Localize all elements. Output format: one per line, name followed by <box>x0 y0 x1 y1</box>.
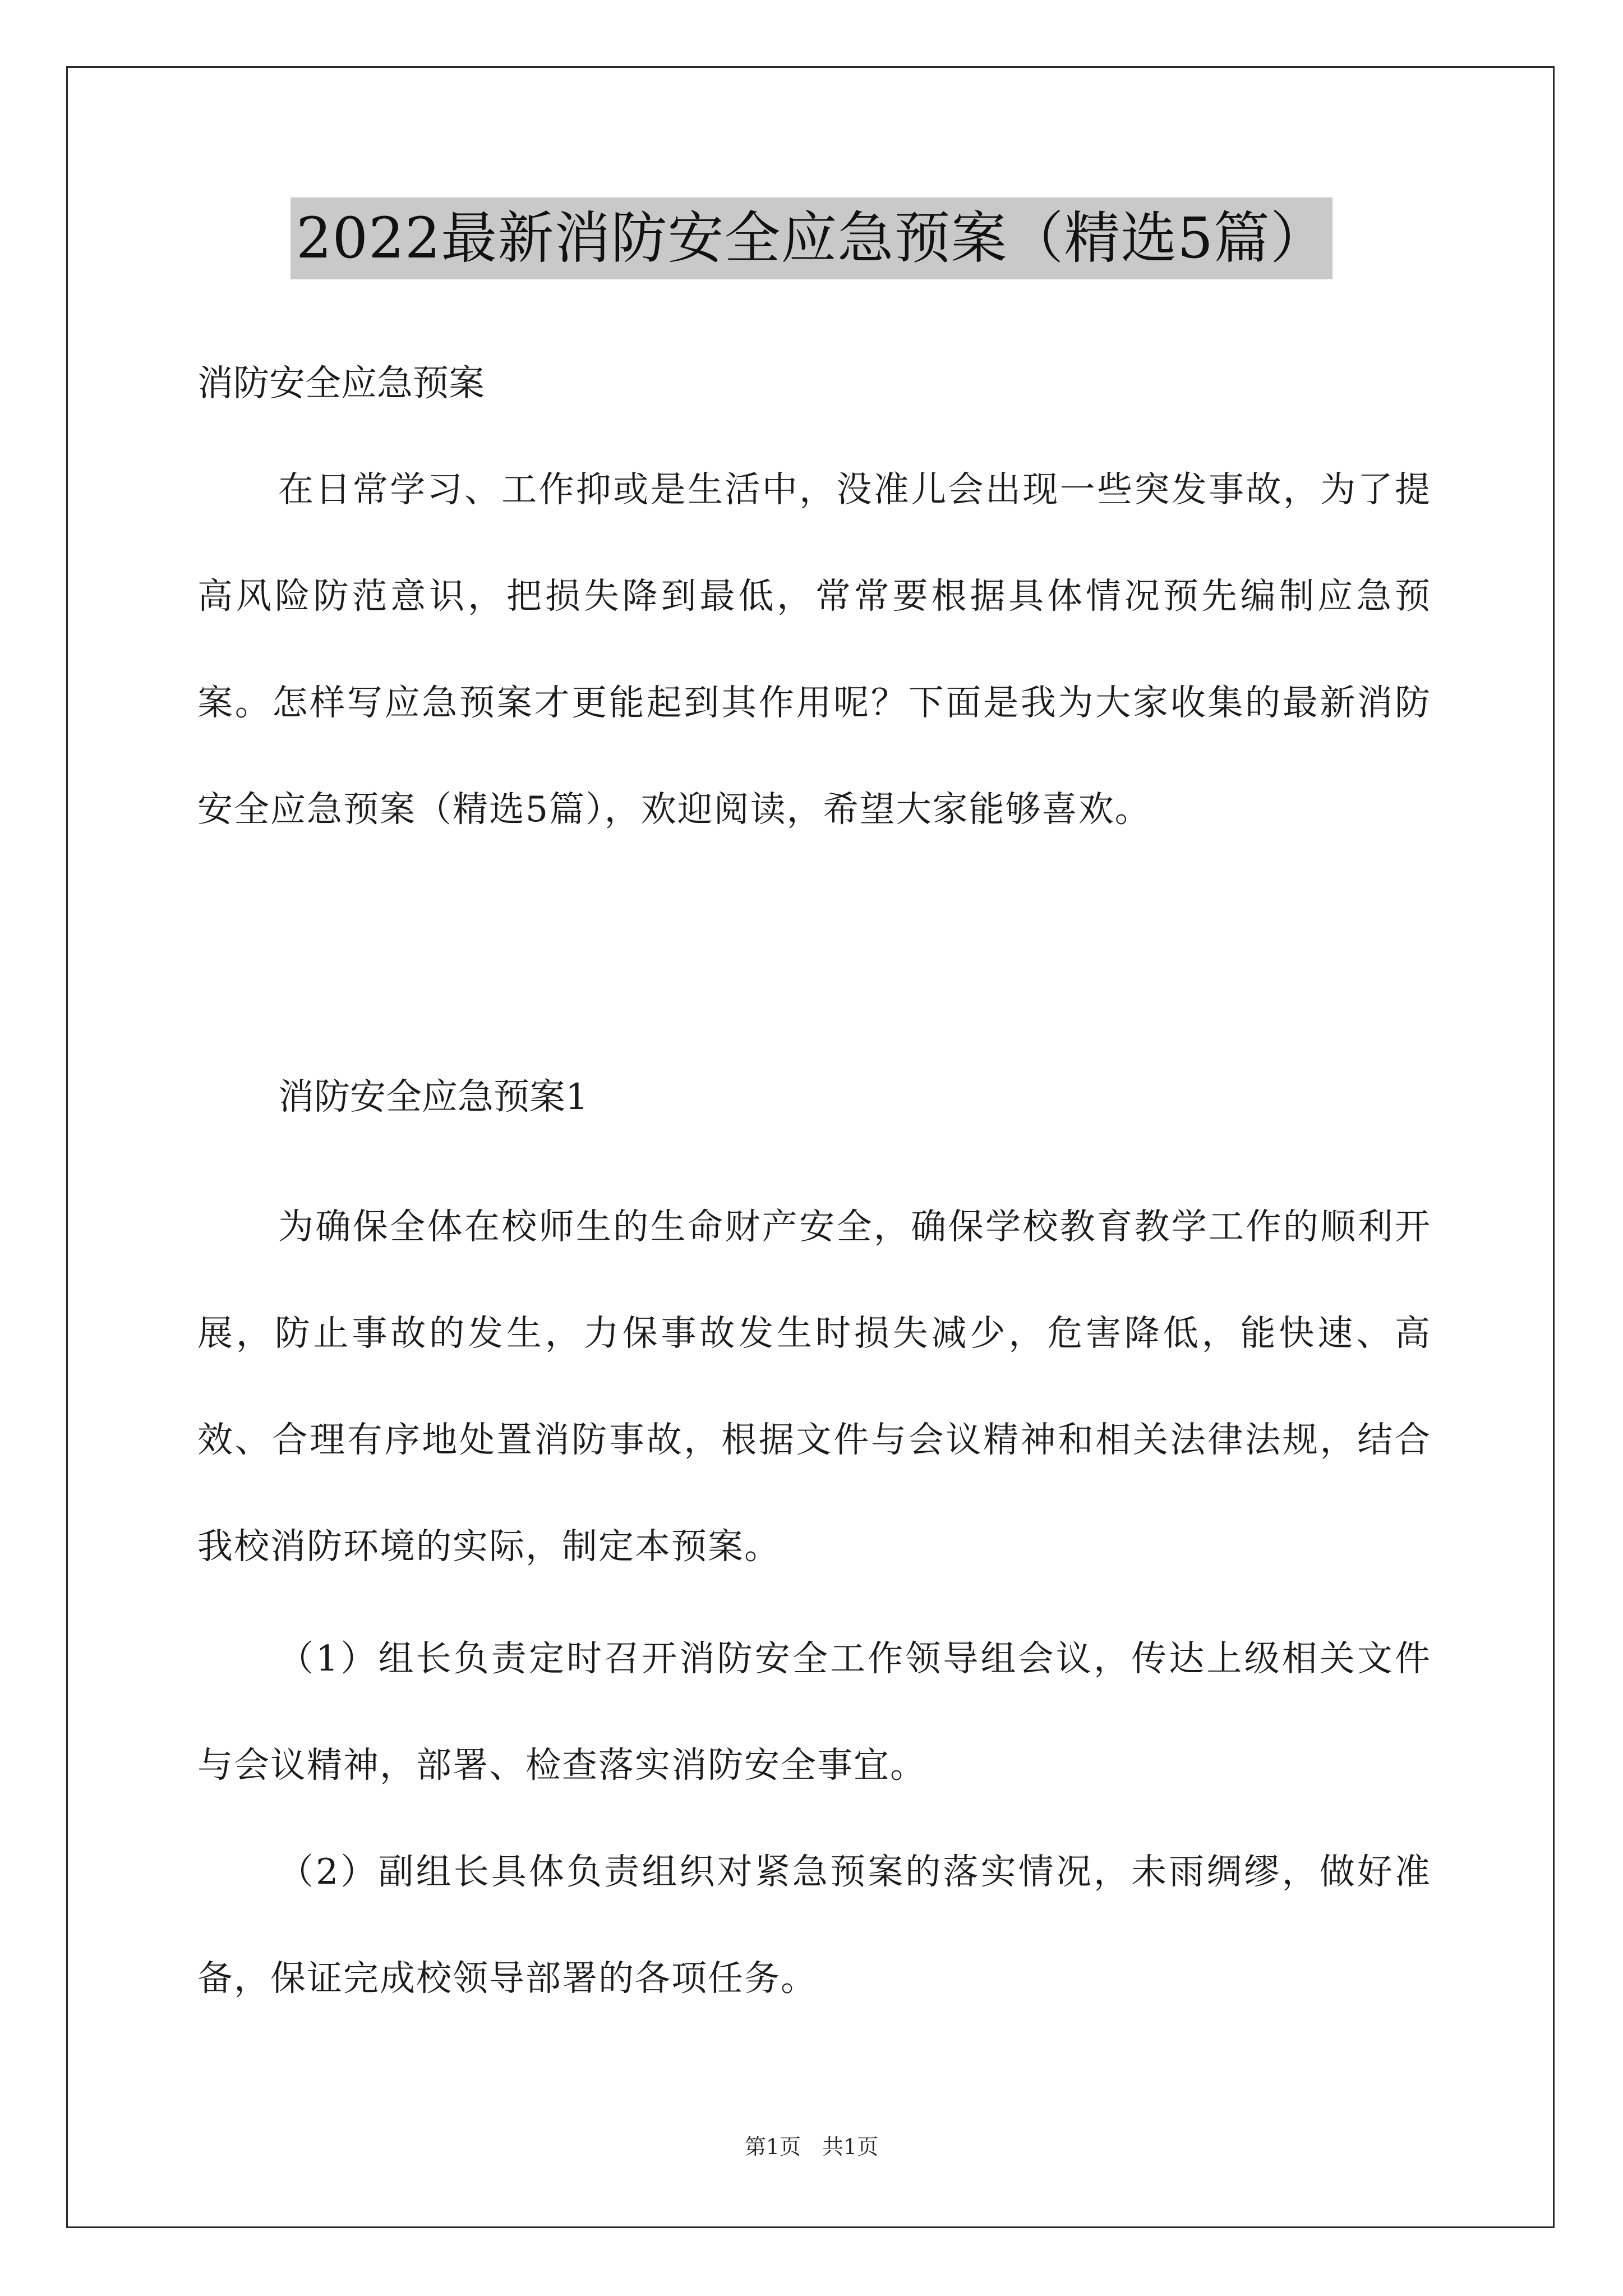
section-paragraph-2: （1）组长负责定时召开消防安全工作领导组会议，传达上级相关文件与会议精神，部署、检查落实消防安全事宜。 <box>197 1638 1431 1786</box>
title-container <box>0 197 1623 279</box>
page-number-footer: 第1页 共1页 <box>744 2134 879 2159</box>
section-paragraph-1: 为确保全体在校师生的生命财产安全，确保学校教育教学工作的顺利开展，防止事故的发生，力保事故发生时损失减少，危害降低，能快速、高效、合理有序地处置消防事故，根据文件与会议精神和相关法律法规，结合我校消防环境的实际，制定本预案。 <box>197 1206 1431 1567</box>
document-subtitle: 消防安全应急预案 <box>197 363 485 404</box>
document-title: 2022最新消防安全应急预案（精选5篇） <box>291 197 1332 279</box>
section-paragraph-3: （2）副组长具体负责组织对紧急预案的落实情况，未雨绸缪，做好准备，保证完成校领导部署的各项任务。 <box>197 1851 1431 1999</box>
section-heading: 消防安全应急预案1 <box>278 1076 588 1118</box>
intro-paragraph: 在日常学习、工作抑或是生活中，没准儿会出现一些突发事故，为了提高风险防范意识，把损失降到最低，常常要根据具体情况预先编制应急预案。怎样写应急预案才更能起到其作用呢？下面是我为大家收集的最新消防安全应急预案（精选5篇），欢迎阅读，希望大家能够喜欢。 <box>197 469 1431 830</box>
